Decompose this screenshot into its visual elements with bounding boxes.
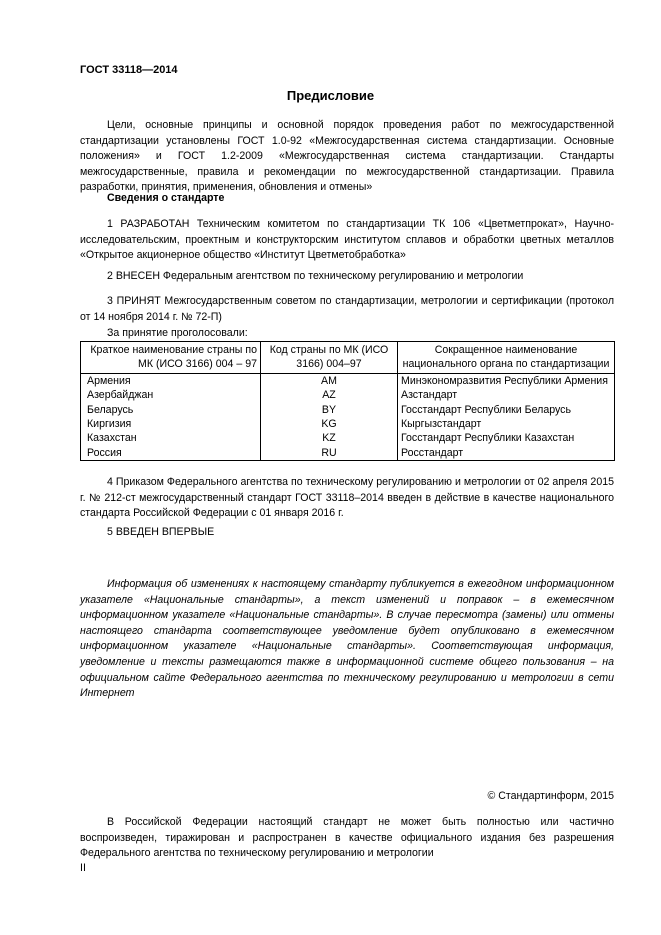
country-name: Азербайджан [81, 388, 261, 402]
country-name: Беларусь [81, 403, 261, 417]
standards-body: Госстандарт Республики Беларусь [398, 403, 615, 417]
table-row [81, 388, 615, 402]
page-number: II [80, 862, 86, 874]
rights-notice: В Российской Федерации настоящий стандарт не может быть полностью или частично воспроизведен, тиражирован и распространен в качестве официального издания без разрешения Федерального агентства по техническому регулированию и метрологии [80, 816, 614, 860]
page-title: Предисловие [286, 88, 375, 103]
country-code: KZ [261, 431, 398, 445]
country-code: RU [261, 446, 398, 461]
country-code: KG [261, 417, 398, 431]
section-title: Сведения о стандарте [107, 192, 225, 204]
document-code: ГОСТ 33118—2014 [80, 64, 178, 76]
voting-states-table [80, 341, 615, 461]
country-code: BY [261, 403, 398, 417]
header-country-name: Краткое наименование страны по МК (ИСО 3166) 004 – 97 [81, 342, 261, 374]
standards-body: Кыргызстандарт [398, 417, 615, 431]
table-header-row [81, 342, 615, 374]
table-row [81, 431, 615, 445]
country-code: AM [261, 373, 398, 388]
header-standards-body: Сокращенное наименование национального органа по стандартизации [398, 342, 615, 374]
intro-paragraph: Цели, основные принципы и основной порядок проведения работ по межгосударственной стандартизации установлены ГОСТ 1.0-92 «Межгосударственная система стандартизации. Основные положения» и ГОСТ 1.2-2009 «Межгосударственная система стандартизации. Стандарты межгосударственные, правила и рекомендации по межгосударственной стандартизации. Правила разработки, принятия, применения, обновления и отмены» [80, 119, 614, 194]
standards-body: Росстандарт [398, 446, 615, 461]
item-adopted: 3 ПРИНЯТ Межгосударственным советом по стандартизации, метрологии и сертификации (протокол от 14 ноября 2014 г. № 72-П) [80, 295, 614, 323]
country-name: Армения [81, 373, 261, 388]
standards-body: Минэкономразвития Республики Армения [398, 373, 615, 388]
item-enacted: 4 Приказом Федерального агентства по техническому регулированию и метрологии от 02 апреля 2015 г. № 212-ст межгосударственный стандарт ГОСТ 33118–2014 введен в действие в качестве национального стандарта Российской Федерации с 01 января 2016 г. [80, 476, 614, 520]
copyright: © Стандартинформ, 2015 [487, 790, 614, 802]
item-introduced: 5 ВВЕДЕН ВПЕРВЫЕ [107, 526, 215, 538]
header-country-code: Код страны по МК (ИСО 3166) 004–97 [261, 342, 398, 374]
country-name: Казахстан [81, 431, 261, 445]
change-notice: Информация об изменениях к настоящему стандарту публикуется в ежегодном информационном указателе «Национальные стандарты», а текст изменений и поправок – в ежемесячном информационном указателе «Национальные стандарты». В случае пересмотра (замены) или отмены настоящего стандарта соответствующее уведомление будет опубликовано в ежемесячном информационном указателе «Национальные стандарты». Соответствующая информация, уведомление и тексты размещаются также в информационной системе общего пользования – на официальном сайте Федерального агентства по техническому регулированию и метрологии в сети Интернет [80, 578, 614, 700]
standards-body: Азстандарт [398, 388, 615, 402]
item-submitted: 2 ВНЕСЕН Федеральным агентством по техническому регулированию и метрологии [107, 270, 524, 282]
country-name: Россия [81, 446, 261, 461]
table-row [81, 417, 615, 431]
item-developed: 1 РАЗРАБОТАН Техническим комитетом по стандартизации ТК 106 «Цветметпрокат», Научно-исследовательским, проектным и конструкторским институтом сплавов и обработки цветных металлов «Открытое акционерное общество «Институт Цветметобработка» [80, 218, 614, 262]
table-row [81, 403, 615, 417]
vote-label: За принятие проголосовали: [107, 327, 248, 339]
country-code: AZ [261, 388, 398, 402]
standards-body: Госстандарт Республики Казахстан [398, 431, 615, 445]
country-name: Киргизия [81, 417, 261, 431]
table-row [81, 373, 615, 388]
table-row [81, 446, 615, 461]
